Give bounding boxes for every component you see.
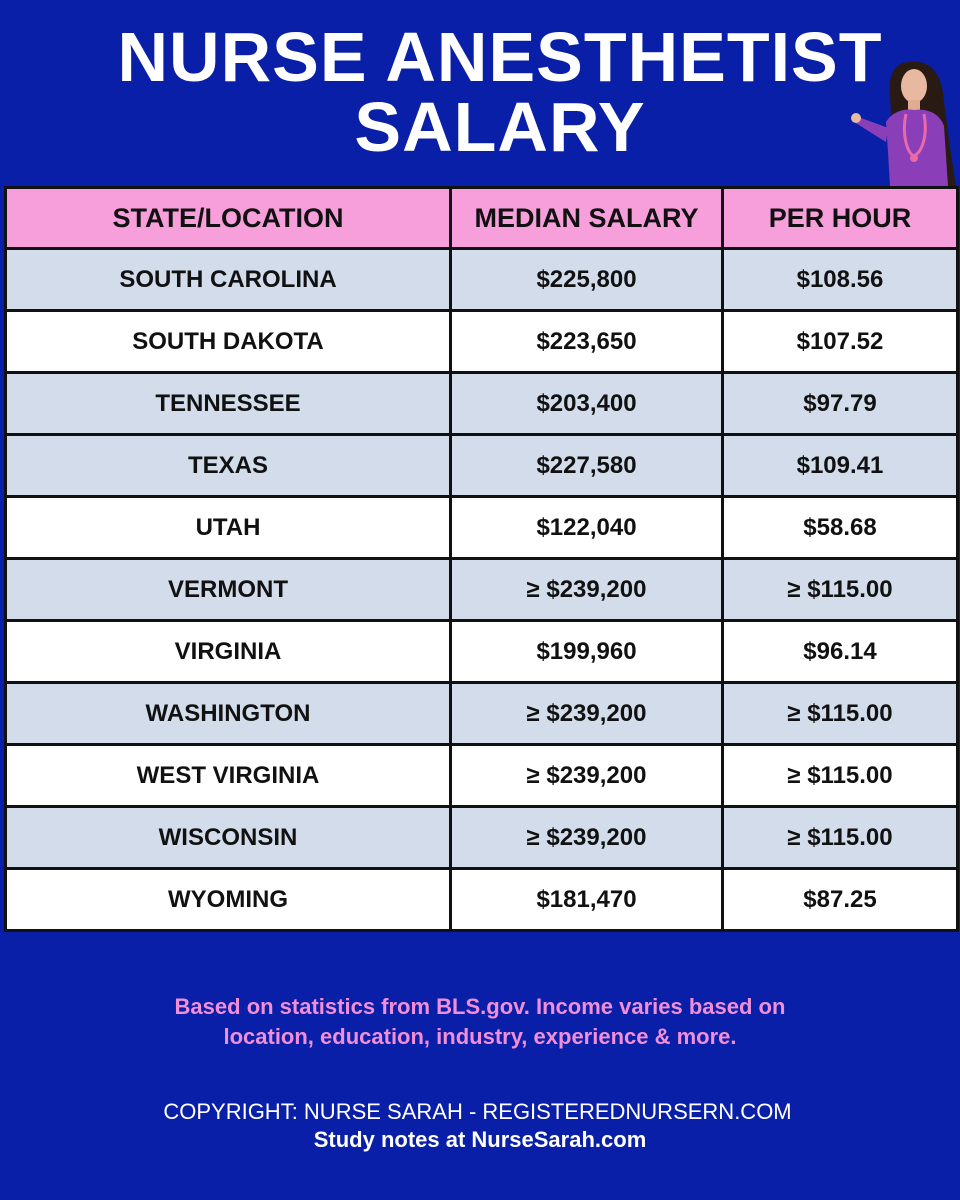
note-line-1: Based on statistics from BLS.gov. Income varies based on bbox=[174, 994, 786, 1019]
table-row bbox=[6, 559, 958, 621]
study-notes-text: Study notes at NurseSarah.com bbox=[313, 1127, 647, 1152]
state-cell: VIRGINIA bbox=[6, 621, 451, 683]
table-row bbox=[6, 745, 958, 807]
state-cell: WYOMING bbox=[6, 869, 451, 931]
state-cell: SOUTH CAROLINA bbox=[6, 249, 451, 311]
salary-cell: $122,040 bbox=[451, 497, 723, 559]
table-row bbox=[6, 435, 958, 497]
table-row bbox=[6, 621, 958, 683]
salary-cell: $227,580 bbox=[451, 435, 723, 497]
copyright-text: COPYRIGHT: NURSE SARAH - REGISTEREDNURSERN.COM bbox=[163, 1099, 792, 1124]
title-line-1: NURSE ANESTHETIST bbox=[117, 18, 883, 96]
salary-cell: $199,960 bbox=[451, 621, 723, 683]
hourly-cell: $58.68 bbox=[723, 497, 958, 559]
table-row bbox=[6, 807, 958, 869]
hourly-cell: $108.56 bbox=[723, 249, 958, 311]
table-row bbox=[6, 683, 958, 745]
table-header-row bbox=[6, 188, 958, 249]
page-title bbox=[0, 18, 960, 166]
salary-cell: $225,800 bbox=[451, 249, 723, 311]
state-cell: TENNESSEE bbox=[6, 373, 451, 435]
state-cell: WASHINGTON bbox=[6, 683, 451, 745]
header bbox=[0, 0, 960, 186]
title-line-2: SALARY bbox=[354, 88, 646, 166]
column-header-hourly: PER HOUR bbox=[723, 188, 958, 249]
hourly-cell: ≥ $115.00 bbox=[723, 683, 958, 745]
salary-table bbox=[4, 186, 959, 932]
salary-cell: ≥ $239,200 bbox=[451, 745, 723, 807]
hourly-cell: ≥ $115.00 bbox=[723, 745, 958, 807]
hourly-cell: $97.79 bbox=[723, 373, 958, 435]
table-row bbox=[6, 373, 958, 435]
state-cell: WISCONSIN bbox=[6, 807, 451, 869]
state-cell: WEST VIRGINIA bbox=[6, 745, 451, 807]
table-row bbox=[6, 311, 958, 373]
table-row bbox=[6, 869, 958, 931]
hourly-cell: ≥ $115.00 bbox=[723, 807, 958, 869]
salary-cell: $203,400 bbox=[451, 373, 723, 435]
column-header-state: STATE/LOCATION bbox=[6, 188, 451, 249]
nurse-avatar bbox=[848, 52, 958, 186]
salary-cell: $223,650 bbox=[451, 311, 723, 373]
salary-cell: ≥ $239,200 bbox=[451, 559, 723, 621]
hourly-cell: ≥ $115.00 bbox=[723, 559, 958, 621]
hourly-cell: $87.25 bbox=[723, 869, 958, 931]
salary-cell: ≥ $239,200 bbox=[451, 683, 723, 745]
salary-cell: ≥ $239,200 bbox=[451, 807, 723, 869]
table-row bbox=[6, 497, 958, 559]
salary-cell: $181,470 bbox=[451, 869, 723, 931]
hourly-cell: $109.41 bbox=[723, 435, 958, 497]
hourly-cell: $107.52 bbox=[723, 311, 958, 373]
footer bbox=[0, 945, 960, 1200]
table-row bbox=[6, 249, 958, 311]
state-cell: SOUTH DAKOTA bbox=[6, 311, 451, 373]
hourly-cell: $96.14 bbox=[723, 621, 958, 683]
note-line-2: location, education, industry, experience & more. bbox=[223, 1024, 737, 1049]
state-cell: TEXAS bbox=[6, 435, 451, 497]
column-header-salary: MEDIAN SALARY bbox=[451, 188, 723, 249]
state-cell: UTAH bbox=[6, 497, 451, 559]
statistics-note bbox=[0, 992, 960, 1052]
state-cell: VERMONT bbox=[6, 559, 451, 621]
